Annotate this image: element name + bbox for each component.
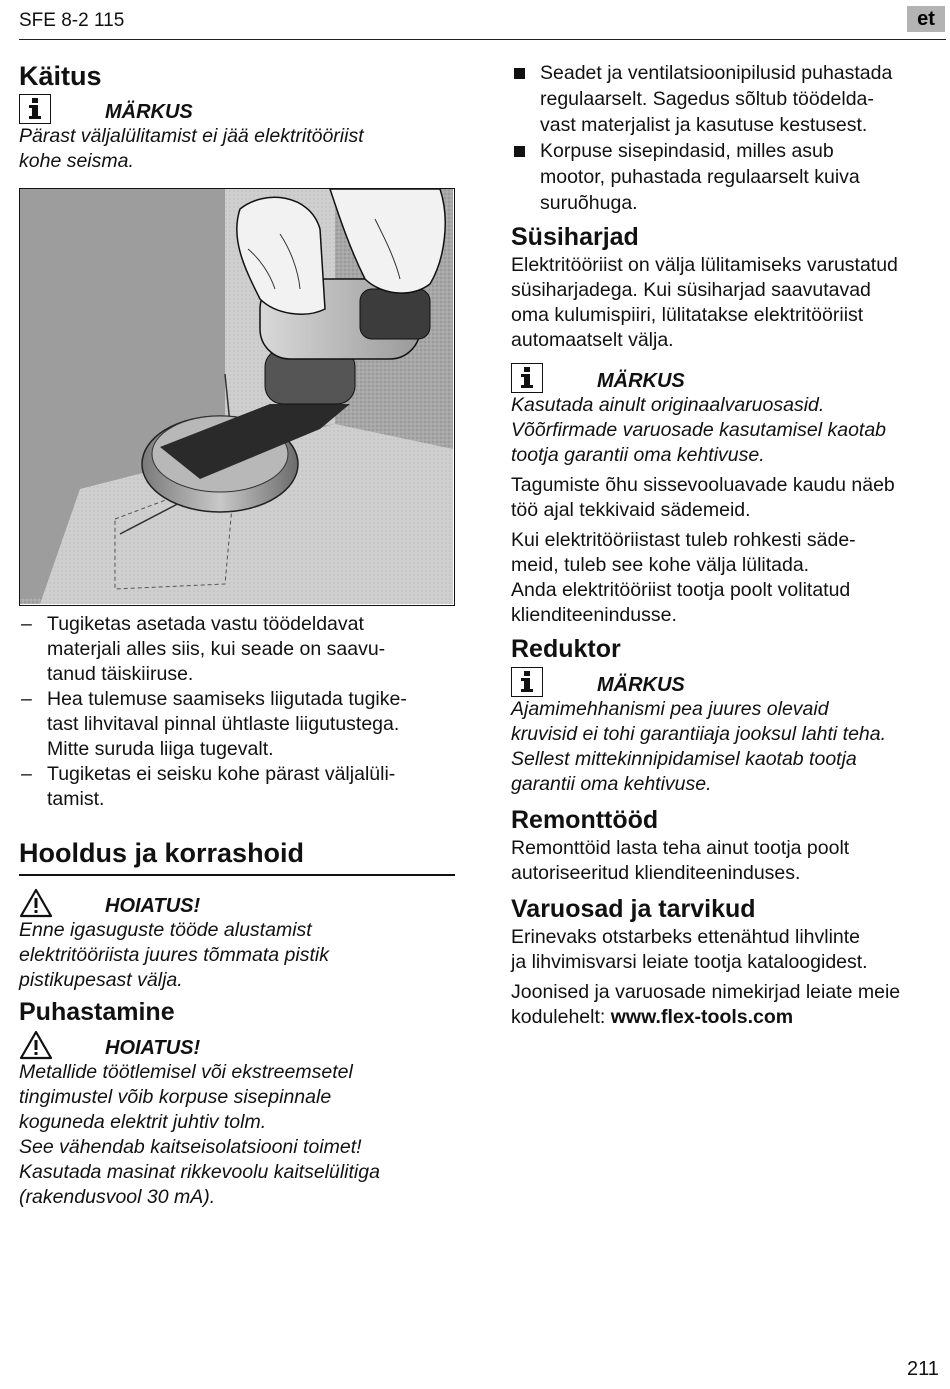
note-header <box>19 92 455 124</box>
note-label: MÄRKUS <box>597 370 685 392</box>
parts-text: Erinevaks otstarbeks ettenähtud lihvlinte ja lihvimisvarsi leiate tootja kataloogidest. <box>511 926 868 973</box>
note-label: MÄRKUS <box>105 101 193 123</box>
usage-instructions <box>19 612 455 812</box>
warning-icon <box>19 1030 53 1060</box>
brushes-sparks-text: Tagumiste õhu sissevooluavade kaudu näeb töö ajal tekkivaid sädemeid. <box>511 474 895 521</box>
brushes-text: Elektritööriist on välja lülitamiseks varustatud süsiharjadega. Kui süsiharjad saavutavad oma kulumispiiri, lülitatakse elektritööriist automaatselt välja. <box>511 254 898 351</box>
warning-header <box>19 1028 455 1060</box>
repair-text: Remonttöid lasta teha ainut tootja poolt autoriseeritud klienditeeninduses. <box>511 837 850 884</box>
note-text: Kasutada ainult originaalvaruosasid. Võõrfirmade varuosade kasutamisel kaotab tootja garantii oma kehtivuse. <box>511 394 887 466</box>
note-label: MÄRKUS <box>597 674 685 696</box>
section-title-kaitus: Käitus <box>19 61 102 91</box>
info-icon <box>19 94 51 124</box>
grinder-illustration <box>19 188 455 606</box>
note-header <box>511 665 945 697</box>
note-text: Pärast väljalülitamist ei jää elektritööriist kohe seisma. <box>19 125 364 172</box>
warning-icon <box>19 888 53 918</box>
list-item: – Hea tulemuse saamiseks liigutada tugike- tast lihvitaval pinnal ühtlaste liigutustega. Mitte suruda liiga tugevalt. <box>19 687 455 762</box>
warning-header <box>19 886 455 918</box>
list-item: – Tugiketas ei seisku kohe pärast väljalüli- tamist. <box>19 762 455 812</box>
header-model: SFE 8-2 115 <box>19 10 125 31</box>
list-item: – Tugiketas asetada vastu töödeldavat materjali alles siis, kui seade on saavu- tanud täiskiiruse. <box>19 612 455 687</box>
section-title-gearbox: Reduktor <box>511 635 621 663</box>
cleaning-items <box>511 60 945 216</box>
list-item: Korpuse sisepindasid, milles asub mootor, puhastada regulaarselt kuiva suruõhuga. <box>511 138 945 216</box>
note-header <box>511 361 945 393</box>
left-column <box>19 60 455 1210</box>
section-title-repair: Remonttööd <box>511 806 659 834</box>
language-badge: et <box>907 6 945 32</box>
warning-label: HOIATUS! <box>105 1036 201 1059</box>
list-item: Seadet ja ventilatsioonipilusid puhastada regulaarselt. Sagedus sõltub töödelda- vast materjalist ja kasutuse kestusest. <box>511 60 945 138</box>
info-icon <box>511 667 543 697</box>
note-text: Ajamimehhanismi pea juures olevaid kruvisid ei tohi garantiiaja jooksul lahti teha. Sellest mittekinnipidamisel kaotab tootja garantii oma kehtivuse. <box>511 698 887 795</box>
warning-text: Metallide töötlemisel või ekstreemsetel tingimustel võib korpuse sisepinnale koguneda elektrit juhtiv tolm. See vähendab kaitseisolatsiooni toimet! Kasutada masinat rikkevoolu kaitselülitiga (rakendusvool 30 mA). <box>19 1060 380 1208</box>
section-title-maintenance: Hooldus ja korrashoid <box>19 838 305 868</box>
header-rule <box>19 39 946 40</box>
brushes-service-text: Kui elektritööriistast tuleb rohkesti säde- meid, tuleb see kohe välja lülitada. Anda elektritööriist tootja poolt volitatud klienditeenindusse. <box>511 529 856 626</box>
right-column <box>511 60 945 1030</box>
website-link[interactable]: www.flex-tools.com <box>610 1006 794 1028</box>
page-number: 211 <box>907 1358 939 1380</box>
section-title-cleaning: Puhastamine <box>19 997 175 1026</box>
parts-web-text: Joonised ja varuosade nimekirjad leiate meie kodulehelt: www.flex-tools.com <box>511 981 901 1028</box>
section-title-parts: Varuosad ja tarvikud <box>511 895 756 923</box>
info-icon <box>511 363 543 393</box>
warning-text: Enne igasuguste tööde alustamist elektritööriista juures tõmmata pistik pistikupesast välja. <box>19 918 329 991</box>
section-title-brushes: Süsiharjad <box>511 223 639 251</box>
section-rule <box>19 874 455 876</box>
warning-label: HOIATUS! <box>105 894 201 917</box>
